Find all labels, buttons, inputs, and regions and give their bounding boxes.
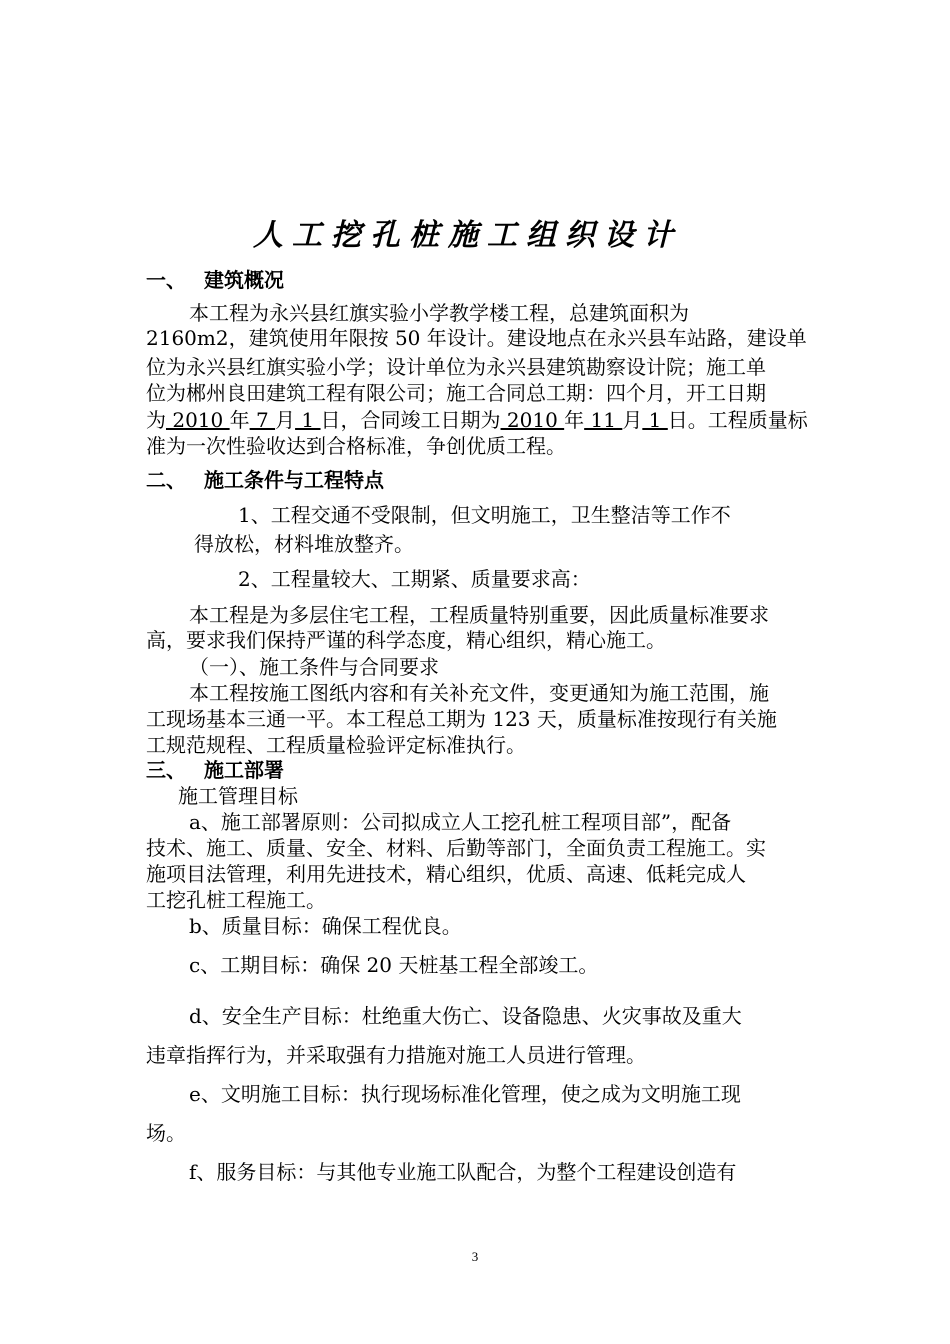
- paragraph-line-dates: 为 2010 年 7 月 1 日，合同竣工日期为 2010 年 11 月 1 日。工程质量标: [146, 408, 808, 432]
- paragraph-line: 2160m2，建筑使用年限按 50 年设计。建设地点在永兴县车站路，建设单: [146, 326, 807, 350]
- paragraph-line: 场。: [146, 1121, 186, 1145]
- page-number: 3: [471, 1249, 479, 1264]
- start-day: 1: [295, 408, 321, 432]
- section-heading-3: [146, 757, 284, 783]
- end-year: 2010: [500, 408, 565, 432]
- paragraph-line: f、服务目标：与其他专业施工队配合，为整个工程建设创造有: [189, 1160, 737, 1184]
- section-heading-2: [146, 467, 384, 493]
- paragraph-line: c、工期目标：确保 20 天桩基工程全部竣工。: [189, 953, 599, 977]
- paragraph-line: 施项目法管理，利用先进技术，精心组织，优质、高速、低耗完成人: [146, 862, 746, 886]
- section-number: 二、: [146, 468, 186, 492]
- paragraph-line: 违章指挥行为，并采取强有力措施对施工人员进行管理。: [146, 1043, 646, 1067]
- section-title: 施工条件与工程特点: [204, 468, 384, 492]
- paragraph-line: 工挖孔桩工程施工。: [146, 888, 326, 912]
- section-number: 三、: [146, 758, 186, 782]
- start-year: 2010: [166, 408, 230, 432]
- section-title: 建筑概况: [204, 268, 284, 292]
- paragraph-line: 位为永兴县红旗实验小学；设计单位为永兴县建筑勘察设计院；施工单: [146, 355, 766, 379]
- subheading: （一）、施工条件与合同要求: [189, 655, 439, 679]
- subheading: 施工管理目标: [178, 784, 298, 808]
- paragraph-line: 本工程是为多层住宅工程，工程质量特别重要，因此质量标准要求: [189, 603, 769, 627]
- section-title: 施工部署: [204, 758, 284, 782]
- paragraph-line: 准为一次性验收达到合格标准，争创优质工程。: [146, 434, 566, 458]
- paragraph-line: e、文明施工目标：执行现场标准化管理，使之成为文明施工现: [189, 1082, 741, 1106]
- paragraph-line: 工现场基本三通一平。本工程总工期为 123 天，质量标准按现行有关施: [146, 707, 777, 731]
- end-month: 11: [584, 408, 623, 432]
- paragraph-line: a、施工部署原则：公司拟成立人工挖孔桩工程项目部”，配备: [189, 810, 732, 834]
- paragraph-line: 高，要求我们保持严谨的科学态度，精心组织，精心施工。: [146, 628, 666, 652]
- paragraph-line: 本工程为永兴县红旗实验小学教学楼工程，总建筑面积为: [189, 301, 689, 325]
- paragraph-line: 工规范规程、工程质量检验评定标准执行。: [146, 733, 526, 757]
- paragraph-line: 本工程按施工图纸内容和有关补充文件，变更通知为施工范围，施: [189, 681, 769, 705]
- paragraph-line: 位为郴州良田建筑工程有限公司；施工合同总工期：四个月，开工日期: [146, 381, 766, 405]
- paragraph-line: 技术、施工、质量、安全、材料、后勤等部门，全面负责工程施工。实: [146, 836, 766, 860]
- section-number: 一、: [146, 268, 186, 292]
- end-day: 1: [642, 408, 668, 432]
- paragraph-line: 得放松，材料堆放整齐。: [194, 532, 414, 556]
- paragraph-line: d、安全生产目标：杜绝重大伤亡、设备隐患、火灾事故及重大: [189, 1004, 742, 1028]
- section-heading-1: [146, 267, 284, 293]
- paragraph-line: 2、工程量较大、工期紧、质量要求高：: [238, 567, 591, 591]
- paragraph-line: b、质量目标：确保工程优良。: [189, 914, 462, 938]
- start-month: 7: [249, 408, 276, 432]
- paragraph-line: 1、工程交通不受限制，但文明施工，卫生整洁等工作不: [238, 503, 731, 527]
- document-title: 人工挖孔桩施工组织设计: [253, 218, 682, 253]
